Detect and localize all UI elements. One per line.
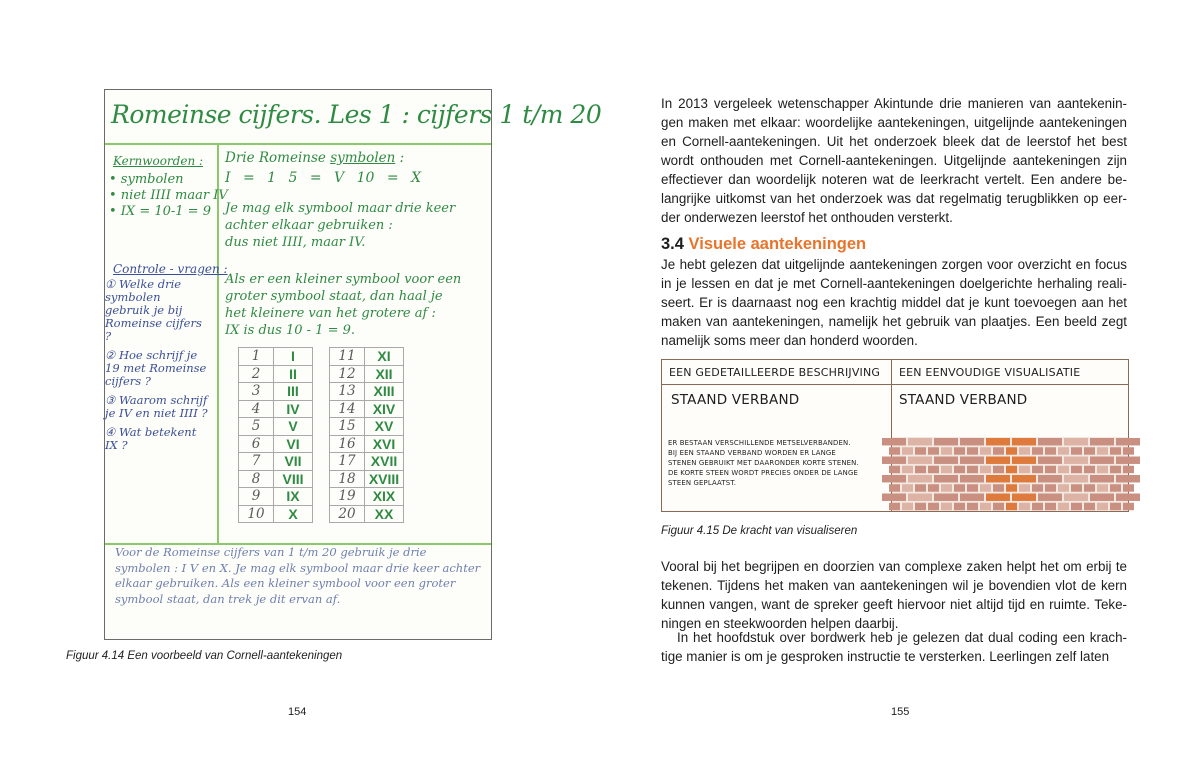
roman-numeral-cell: V xyxy=(274,418,313,436)
brick xyxy=(934,457,958,464)
rule-line: IX is dus 10 - 1 = 9. xyxy=(225,323,356,338)
highlighted-brick xyxy=(1006,484,1017,491)
brick xyxy=(1084,503,1095,510)
brick xyxy=(993,466,1004,473)
paragraph-visual-notes: Je hebt gelezen dat uitgelijnde aantekeningen zorgen voor overzicht en focus in je lessen en dat je met Cornell-aantekeningen doelgerichte herhaling reali- seert. Er is daarnaast nog een krachtig middel dat je kunt toevoegen aan het maken van aantekeningen, namelijk het gebruik van plaatjes. Een beeld zegt namelijk soms meer dan honderd woorden. xyxy=(661,257,1127,348)
arabic-number-cell: 18 xyxy=(330,470,365,488)
arabic-number-cell: 19 xyxy=(330,488,365,506)
visualisation-comparison-figure xyxy=(661,359,1129,512)
roman-numeral-cell: XX xyxy=(365,505,404,523)
brick xyxy=(1071,503,1082,510)
brick xyxy=(882,494,906,501)
roman-numeral-cell: VIII xyxy=(274,470,313,488)
brick xyxy=(1090,494,1114,501)
highlighted-brick xyxy=(1006,466,1017,473)
roman-numeral-cell: XV xyxy=(365,418,404,436)
detailed-description xyxy=(668,438,888,488)
rule-line: achter elkaar gebruiken : xyxy=(225,218,393,233)
highlighted-brick xyxy=(1012,457,1036,464)
rule-line: groter symbool staat, dan haal je xyxy=(225,289,443,304)
brick xyxy=(882,475,906,482)
arabic-number-cell: 5 xyxy=(239,418,274,436)
brick xyxy=(1019,484,1030,491)
term-right: STAAND VERBAND xyxy=(899,392,1028,408)
page-number-left: 154 xyxy=(288,706,307,718)
table-row xyxy=(330,365,404,383)
brick xyxy=(967,484,978,491)
brick xyxy=(889,466,900,473)
paragraph-dual-coding: In het hoofdstuk over bordwerk heb je gelezen dat dual coding een krach- tige manier is om je gesproken instructie te versterken. Leerlingen zelf laten xyxy=(661,630,1127,664)
brick xyxy=(1032,484,1043,491)
brick xyxy=(889,447,900,454)
brick xyxy=(1123,503,1134,510)
brick xyxy=(941,484,952,491)
table-row xyxy=(239,470,313,488)
section-number: 3.4 xyxy=(661,235,684,253)
brick xyxy=(934,438,958,445)
roman-numeral-cell: XIX xyxy=(365,488,404,506)
roman-numeral-cell: VI xyxy=(274,435,313,453)
brick xyxy=(1110,447,1121,454)
table-row xyxy=(330,348,404,366)
table-row xyxy=(330,383,404,401)
brick xyxy=(882,457,906,464)
roman-numeral-cell: IX xyxy=(274,488,313,506)
brick xyxy=(1090,475,1114,482)
roman-numeral-cell: XVIII xyxy=(365,470,404,488)
brick xyxy=(941,503,952,510)
highlighted-brick xyxy=(1006,447,1017,454)
table-row xyxy=(330,453,404,471)
arabic-number-cell: 8 xyxy=(239,470,274,488)
term-left: STAAND VERBAND xyxy=(671,392,800,408)
brick xyxy=(1019,466,1030,473)
arabic-number-cell: 10 xyxy=(239,505,274,523)
roman-table-11-20 xyxy=(329,347,404,523)
roman-numeral-cell: XIII xyxy=(365,383,404,401)
brick xyxy=(1084,466,1095,473)
brick xyxy=(954,484,965,491)
brick xyxy=(980,466,991,473)
control-question: ② Hoe schrijf je 19 met Romeinse cijfers ? xyxy=(105,348,207,388)
brick xyxy=(1116,475,1140,482)
title-rule xyxy=(105,143,491,145)
brick xyxy=(1019,503,1030,510)
table-row xyxy=(330,435,404,453)
brick xyxy=(954,447,965,454)
brick xyxy=(1038,475,1062,482)
brick xyxy=(1058,447,1069,454)
column-header-detailed: EEN GEDETAILLEERDE BESCHRIJVING xyxy=(669,366,881,379)
arabic-number-cell: 12 xyxy=(330,365,365,383)
roman-numeral-cell: X xyxy=(274,505,313,523)
table-row xyxy=(239,435,313,453)
arabic-number-cell: 6 xyxy=(239,435,274,453)
symbols-heading-prefix: Drie Romeinse xyxy=(225,150,331,166)
brick xyxy=(1038,494,1062,501)
brick xyxy=(1058,484,1069,491)
rule-line: dus niet IIII, maar IV. xyxy=(225,235,366,250)
brick xyxy=(1097,484,1108,491)
right-page xyxy=(595,0,1190,757)
brick xyxy=(1038,438,1062,445)
header-divider xyxy=(662,384,1128,385)
description-line: DE KORTE STEEN WORDT PRECIES ONDER DE LANGE xyxy=(668,469,858,477)
brick xyxy=(960,457,984,464)
brick xyxy=(980,503,991,510)
brick xyxy=(1019,447,1030,454)
brick xyxy=(1058,466,1069,473)
brick xyxy=(954,466,965,473)
description-line: STENEN GEBRUIKT MET DAARONDER KORTE STENEN. xyxy=(668,459,859,467)
brick xyxy=(980,484,991,491)
brick xyxy=(915,466,926,473)
roman-numeral-cell: II xyxy=(274,365,313,383)
table-row xyxy=(239,418,313,436)
arabic-number-cell: 17 xyxy=(330,453,365,471)
brick xyxy=(1058,503,1069,510)
brick xyxy=(1090,438,1114,445)
table-row xyxy=(330,400,404,418)
brick xyxy=(1084,484,1095,491)
arabic-number-cell: 16 xyxy=(330,435,365,453)
section-heading xyxy=(661,234,866,254)
rule-line: het kleinere van het grotere af : xyxy=(225,306,436,321)
brick xyxy=(1116,494,1140,501)
brick xyxy=(1110,503,1121,510)
brick xyxy=(889,484,900,491)
keyword-item: • IX = 10-1 = 9 xyxy=(109,204,211,219)
brick xyxy=(902,466,913,473)
brick xyxy=(1123,466,1134,473)
rule-line: Je mag elk symbool maar drie keer xyxy=(225,201,456,216)
brick xyxy=(967,466,978,473)
brick xyxy=(915,503,926,510)
symbols-heading-word: symbolen xyxy=(330,150,396,166)
cornell-notes-figure xyxy=(104,89,602,640)
description-line: STEEN GEPLAATST. xyxy=(668,479,737,487)
highlighted-brick xyxy=(1006,503,1017,510)
brick xyxy=(1064,457,1088,464)
arabic-number-cell: 15 xyxy=(330,418,365,436)
rule-three-times xyxy=(225,200,455,251)
brick xyxy=(908,457,932,464)
highlighted-brick xyxy=(986,475,1010,482)
arabic-number-cell: 13 xyxy=(330,383,365,401)
brick xyxy=(889,503,900,510)
symbols-heading-suffix: : xyxy=(395,150,405,166)
figure-title: Romeinse cijfers. Les 1 : cijfers 1 t/m 20 xyxy=(111,100,602,129)
brick xyxy=(941,447,952,454)
roman-numeral-cell: IV xyxy=(274,400,313,418)
brick xyxy=(902,447,913,454)
brick xyxy=(934,475,958,482)
brick xyxy=(960,438,984,445)
description-line: BIJ EEN STAAND VERBAND WORDEN ER LANGE xyxy=(668,449,836,457)
arabic-number-cell: 20 xyxy=(330,505,365,523)
roman-numeral-cell: XVI xyxy=(365,435,404,453)
brick-wall-illustration xyxy=(892,437,1128,511)
control-question: ③ Waarom schrijf je IV en niet IIII ? xyxy=(105,393,208,420)
keyword-item: • symbolen xyxy=(109,172,184,187)
brick xyxy=(928,466,939,473)
brick xyxy=(928,484,939,491)
control-questions-list xyxy=(105,278,209,458)
brick xyxy=(1123,484,1134,491)
brick xyxy=(1071,447,1082,454)
roman-numeral-cell: XIV xyxy=(365,400,404,418)
arabic-number-cell: 1 xyxy=(239,348,274,366)
arabic-number-cell: 2 xyxy=(239,365,274,383)
table-row xyxy=(239,488,313,506)
brick xyxy=(882,438,906,445)
roman-numeral-cell: VII xyxy=(274,453,313,471)
rule-subtract xyxy=(225,271,461,339)
keyword-item: • niet IIII maar IV xyxy=(109,188,228,203)
brick xyxy=(1045,503,1056,510)
highlighted-brick xyxy=(986,457,1010,464)
brick xyxy=(908,475,932,482)
table-row xyxy=(330,488,404,506)
table-row xyxy=(239,505,313,523)
arabic-number-cell: 7 xyxy=(239,453,274,471)
brick xyxy=(1071,466,1082,473)
brick xyxy=(1090,457,1114,464)
arabic-number-cell: 4 xyxy=(239,400,274,418)
brick xyxy=(1071,484,1082,491)
table-row xyxy=(330,505,404,523)
brick xyxy=(1032,447,1043,454)
brick xyxy=(928,447,939,454)
brick xyxy=(915,484,926,491)
table-row xyxy=(239,400,313,418)
brick xyxy=(1032,466,1043,473)
brick xyxy=(960,475,984,482)
brick xyxy=(967,447,978,454)
brick xyxy=(1116,457,1140,464)
brick xyxy=(902,484,913,491)
brick xyxy=(1097,503,1108,510)
description-line: ER BESTAAN VERSCHILLENDE METSELVERBANDEN. xyxy=(668,439,851,447)
roman-numeral-cell: I xyxy=(274,348,313,366)
brick xyxy=(1064,494,1088,501)
brick xyxy=(1123,447,1134,454)
arabic-number-cell: 3 xyxy=(239,383,274,401)
rule-line: Als er een kleiner symbool voor een xyxy=(225,272,462,287)
section-title: Visuele aantekeningen xyxy=(688,235,867,253)
brick xyxy=(1110,484,1121,491)
roman-numeral-cell: III xyxy=(274,383,313,401)
roman-numeral-cell: XVII xyxy=(365,453,404,471)
brick xyxy=(902,503,913,510)
brick xyxy=(1116,438,1140,445)
table-row xyxy=(330,470,404,488)
table-row xyxy=(239,383,313,401)
roman-numeral-cell: XI xyxy=(365,348,404,366)
brick xyxy=(1032,503,1043,510)
brick xyxy=(1045,447,1056,454)
brick xyxy=(993,503,1004,510)
control-question: ① Welke drie symbolen gebruik je bij Romeinse cijfers ? xyxy=(105,277,202,343)
brick xyxy=(1097,466,1108,473)
roman-numeral-cell: XII xyxy=(365,365,404,383)
brick xyxy=(960,494,984,501)
highlighted-brick xyxy=(1012,475,1036,482)
brick xyxy=(1045,466,1056,473)
brick xyxy=(1097,447,1108,454)
brick xyxy=(908,494,932,501)
page-number-right: 155 xyxy=(891,706,910,718)
brick xyxy=(993,484,1004,491)
summary-text: Voor de Romeinse cijfers van 1 t/m 20 gebruik je drie symbolen : I V en X. Je mag elk symbool maar drie keer achter elkaar gebruiken. Als een kleiner symbool voor een groter symbool staat, dan trek je dit ervan af. xyxy=(115,545,481,606)
brick xyxy=(954,503,965,510)
highlighted-brick xyxy=(986,438,1010,445)
highlighted-brick xyxy=(1012,494,1036,501)
figure-caption-4-15: Figuur 4.15 De kracht van visualiseren xyxy=(661,525,858,537)
arabic-number-cell: 9 xyxy=(239,488,274,506)
brick xyxy=(915,447,926,454)
brick xyxy=(1084,447,1095,454)
brick xyxy=(1045,484,1056,491)
symbols-heading xyxy=(225,150,404,167)
table-row xyxy=(239,453,313,471)
brick xyxy=(993,447,1004,454)
column-header-simple: EEN EENVOUDIGE VISUALISATIE xyxy=(899,366,1081,379)
brick xyxy=(908,438,932,445)
arabic-number-cell: 14 xyxy=(330,400,365,418)
brick xyxy=(928,503,939,510)
brick xyxy=(1064,438,1088,445)
paragraph-drawing: Vooral bij het begrijpen en doorzien van complexe zaken helpt het om erbij te tekenen. Tijdens het maken van aantekeningen wil je bovendien vlot de kern kunnen vangen, want de spreker geeft hiervoor niet altijd tijd en ruimte. Teke- ningen en steekwoorden helpen daarbij. xyxy=(661,559,1127,631)
brick xyxy=(1038,457,1062,464)
symbols-equation: I = 1 5 = V 10 = X xyxy=(225,170,422,186)
table-row xyxy=(330,418,404,436)
figure-caption-4-14: Figuur 4.14 Een voorbeeld van Cornell-aantekeningen xyxy=(66,650,343,662)
arabic-number-cell: 11 xyxy=(330,348,365,366)
highlighted-brick xyxy=(986,494,1010,501)
table-row xyxy=(239,365,313,383)
brick xyxy=(941,466,952,473)
brick xyxy=(980,447,991,454)
paragraph-akintunde: In 2013 vergeleek wetenschapper Akintunde drie manieren van aantekenin- gen maken met elkaar: woordelijke aantekeningen, uitgelijnde aantekeningen en Cornell-aantekeningen. Uit het onderzoek bleek dat de leerstof het best wordt onthouden met Cornell-aantekeningen. Uitgelijnde aantekeningen zijn effectiever dan woordelijk noteren wat de leerkracht vertelt. Een andere be- langrijke uitkomst van het onderzoek was dat regelmatig terugblikken op eer- der onderwezen leerstof het onthouden versterkt. xyxy=(661,96,1127,225)
brick xyxy=(967,503,978,510)
control-questions-heading: Controle - vragen : xyxy=(113,262,228,276)
highlighted-brick xyxy=(1012,438,1036,445)
control-question: ④ Wat betekent IX ? xyxy=(105,425,197,452)
brick xyxy=(934,494,958,501)
table-row xyxy=(239,348,313,366)
brick xyxy=(1110,466,1121,473)
keywords-list xyxy=(109,172,228,220)
brick xyxy=(1064,475,1088,482)
roman-table-1-10 xyxy=(238,347,313,523)
keywords-heading: Kernwoorden : xyxy=(113,154,204,168)
